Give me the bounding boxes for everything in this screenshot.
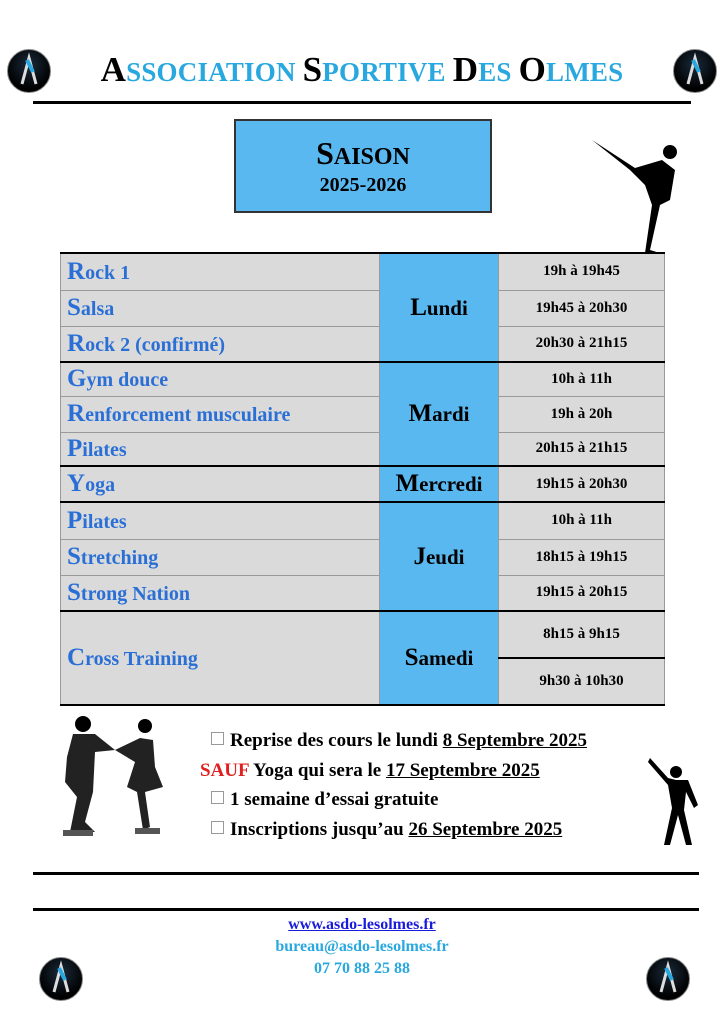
time-slot: 20h30 à 21h15 xyxy=(499,326,665,362)
table-row xyxy=(61,432,665,466)
time-slot: 10h à 11h xyxy=(499,502,665,539)
website-link[interactable]: www.asdo-lesolmes.fr xyxy=(288,916,436,933)
table-row xyxy=(61,466,665,502)
dancing-couple-icon xyxy=(55,712,170,840)
time-slot: 10h à 11h xyxy=(499,362,665,396)
club-logo-icon xyxy=(39,957,83,1001)
course-name: Strong Nation xyxy=(61,575,380,611)
day-cell: Lundi xyxy=(380,253,499,362)
time-slot: 9h30 à 10h30 xyxy=(499,658,665,705)
table-row xyxy=(61,502,665,539)
course-name: Renforcement musculaire xyxy=(61,396,380,432)
time-slot: 19h45 à 20h30 xyxy=(499,290,665,326)
divider xyxy=(33,101,691,104)
time-slot: 19h à 19h45 xyxy=(499,253,665,290)
season-box: SAISON 2025-2026 xyxy=(234,119,492,213)
announcements xyxy=(200,726,587,844)
divider xyxy=(33,872,699,875)
note-yoga-exception: SAUF Yoga qui sera le 17 Septembre 2025 xyxy=(200,759,540,781)
club-logo-icon xyxy=(646,957,690,1001)
course-name: Rock 2 (confirmé) xyxy=(61,326,380,362)
course-name: Pilates xyxy=(61,502,380,539)
martial-arts-kick-icon xyxy=(590,130,690,255)
day-cell: Jeudi xyxy=(380,502,499,611)
checkbox-icon xyxy=(211,821,224,834)
email-address[interactable]: bureau@asdo-lesolmes.fr xyxy=(275,938,449,955)
club-logo-icon xyxy=(673,49,717,93)
contact-footer xyxy=(0,914,724,980)
association-title: ASSOCIATION SPORTIVE DES OLMES xyxy=(100,50,624,89)
time-slot: 19h15 à 20h30 xyxy=(499,466,665,502)
table-row xyxy=(61,326,665,362)
checkbox-icon xyxy=(211,732,224,745)
table-row xyxy=(61,611,665,658)
day-cell: Mardi xyxy=(380,362,499,466)
table-row xyxy=(61,396,665,432)
day-cell: Samedi xyxy=(380,611,499,705)
season-years: 2025-2026 xyxy=(319,174,407,196)
course-name: Stretching xyxy=(61,539,380,575)
table-row xyxy=(61,253,665,290)
divider xyxy=(33,908,699,911)
schedule-table xyxy=(60,252,665,706)
course-name: Cross Training xyxy=(61,611,380,705)
phone-number: 07 70 88 25 88 xyxy=(314,960,410,977)
stretching-woman-icon xyxy=(648,750,703,848)
course-name: Salsa xyxy=(61,290,380,326)
course-name: Gym douce xyxy=(61,362,380,396)
time-slot: 19h15 à 20h15 xyxy=(499,575,665,611)
course-name: Pilates xyxy=(61,432,380,466)
table-row xyxy=(61,539,665,575)
time-slot: 8h15 à 9h15 xyxy=(499,611,665,658)
table-row xyxy=(61,575,665,611)
day-cell: Mercredi xyxy=(380,466,499,502)
time-slot: 18h15 à 19h15 xyxy=(499,539,665,575)
note-trial: 1 semaine d’essai gratuite xyxy=(208,785,587,815)
table-row xyxy=(61,362,665,396)
course-name: Rock 1 xyxy=(61,253,380,290)
course-name: Yoga xyxy=(61,466,380,502)
note-resumption: Reprise des cours le lundi 8 Septembre 2025 xyxy=(208,726,587,756)
time-slot: 20h15 à 21h15 xyxy=(499,432,665,466)
checkbox-icon xyxy=(211,791,224,804)
time-slot: 19h à 20h xyxy=(499,396,665,432)
note-registration: Inscriptions jusqu’au 26 Septembre 2025 xyxy=(208,815,587,845)
table-row xyxy=(61,290,665,326)
club-logo-icon xyxy=(7,49,51,93)
